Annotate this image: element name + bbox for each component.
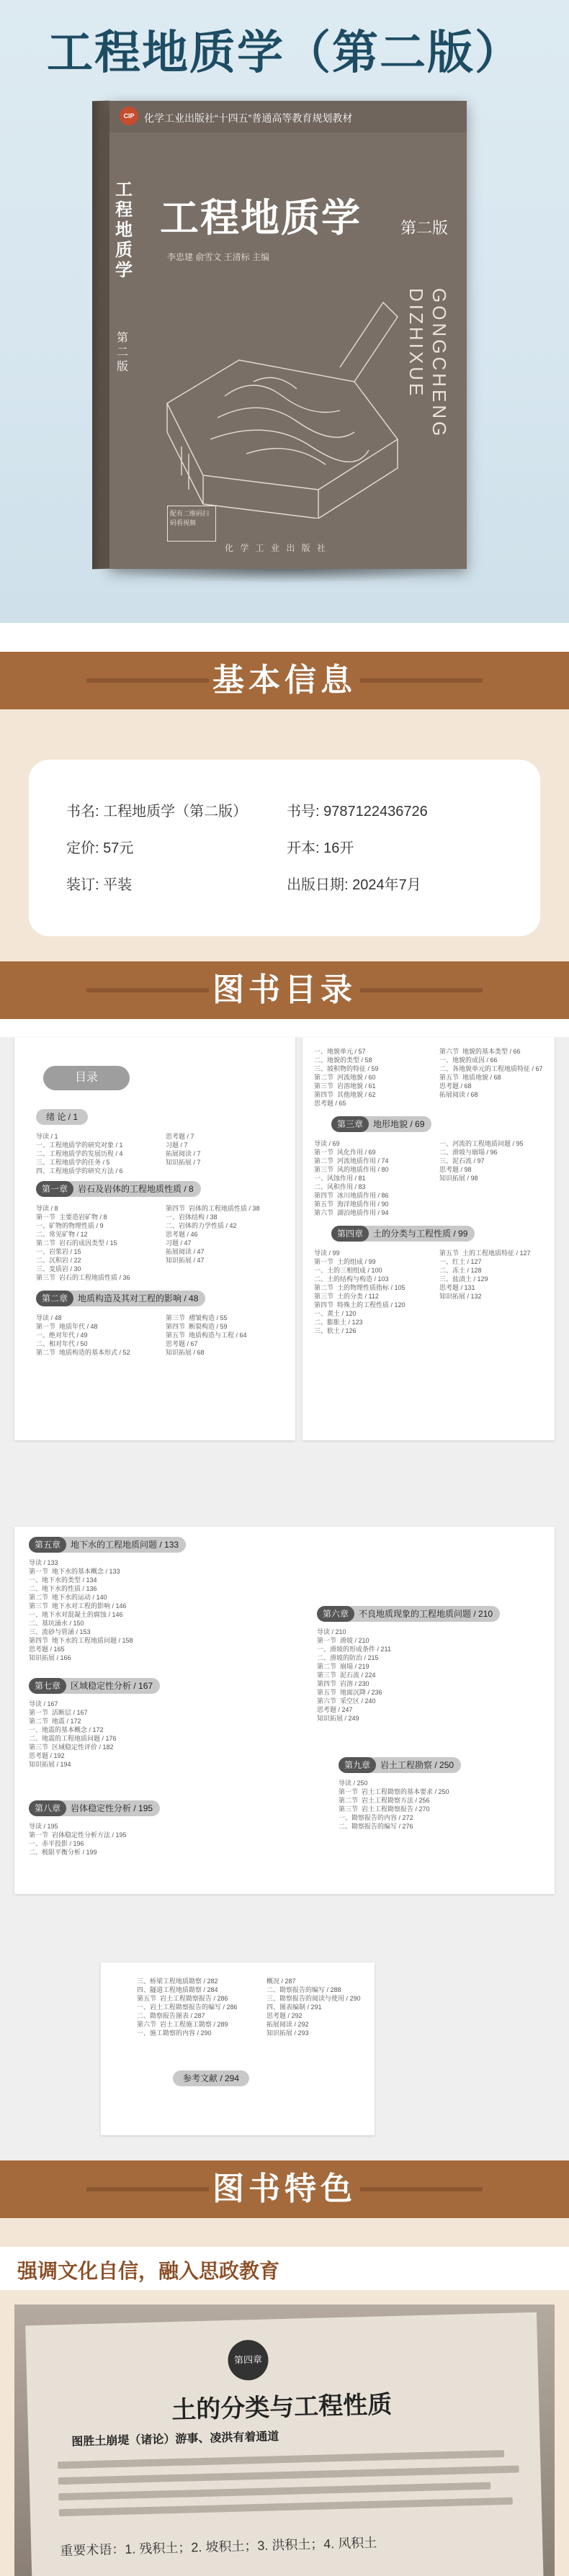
toc-page-2 [303, 1037, 555, 1440]
info-date: 出版日期: 2024年7月 [287, 877, 421, 893]
toc-chapter-6[interactable]: 第六章 不良地质现象的工程地质问题 / 210 [317, 1606, 500, 1622]
basic-info-heading: 基本信息 [212, 663, 357, 698]
hero-section [0, 0, 569, 623]
toc-heading: 图书目录 [212, 972, 357, 1007]
toc-chapter-9[interactable]: 第九章 岩土工程勘察 / 250 [339, 1757, 461, 1773]
toc-ch1-left: 导读 / 8 第一节 主要造岩矿物 / 8 一、矿物的物理性质 / 9 二、常见矿物 / 12 第二节 岩石的成因类型 / 15 一、岩浆岩 / 15 二、沉积岩 / 22 三、变质岩 / 30 第三节 岩石的工程地质性质 / 36 [36, 1205, 130, 1281]
terrain-illustration [138, 274, 412, 519]
info-title: 书名: 工程地质学（第二版） [66, 804, 248, 820]
toc-intro-right: 思考题 / 7 习题 / 7 拓展阅读 / 7 知识拓展 / 7 [166, 1133, 201, 1166]
toc-ch8: 导读 / 195 第一节 岩体稳定性分析方法 / 195 一、赤平投影 / 196 二、极限平衡分析 / 199 [29, 1823, 127, 1856]
feature-banner [0, 2247, 569, 2290]
toc-chapter-5[interactable]: 第五章 地下水的工程地质问题 / 133 [29, 1537, 186, 1553]
toc-ch9: 导读 / 250 第一节 岩土工程勘察的基本要求 / 250 第二节 岩土工程勘察方法 / 256 第三节 岩土工程勘察报告 / 270 一、勘察报告的内容 / 272 二、勘察报告的编写 / 276 [339, 1780, 449, 1830]
feature-chapter-title: 土的分类与工程性质 [171, 2391, 393, 2425]
toc-ch7: 导读 / 167 第一节 活断层 / 167 第二节 地震 / 172 一、地震的基本概念 / 172 二、地震的工程地质问题 / 176 第三节 区域稳定性评价 / 182 思考题 / 192 知识拓展 / 194 [29, 1700, 117, 1768]
basic-info-header [0, 652, 569, 709]
cover-qr-badge: 配有二维码扫码看视频 [167, 506, 216, 542]
book-spine [92, 101, 109, 570]
features-header [0, 2160, 569, 2218]
feature-chapter-badge: 第四章 [228, 2340, 269, 2381]
feature-subheading: 图胜土崩堤（诸论）游事、凌洪有着通道 [71, 2431, 279, 2449]
toc-chapter-3[interactable]: 第三章 地形地貌 / 69 [331, 1116, 431, 1132]
toc-ch4-left: 导读 / 99 第一节 土的组成 / 99 一、土的三相组成 / 100 二、土的结构与构造 / 103 第二节 土的物理性质指标 / 105 第三节 土的分类 / 112 第四节 特殊土的工程性质 / 120 一、黄土 / 120 二、膨胀土 / 123 三、软土 / 126 [314, 1249, 406, 1334]
features-heading: 图书特色 [212, 2171, 357, 2207]
toc-chapter-2[interactable]: 第二章 地质构造及其对工程的影响 / 48 [36, 1291, 205, 1306]
hero-title: 工程地质学（第二版） [47, 27, 522, 78]
toc-ch5: 导读 / 133 第一节 地下水的基本概念 / 133 一、地下水的类型 / 134 二、地下水的性质 / 136 第二节 地下水的运动 / 140 第三节 地下水对工程的影响 / 146 一、地下水对混凝土的腐蚀 / 146 二、基坑涌水 / 150 三、流砂与管涌 / 153 第四节 地下水的工程地质问题 / 158 思考题 / 165 知识拓展 / 166 [29, 1559, 133, 1661]
toc-intro[interactable]: 绪 论 / 1 [36, 1109, 88, 1125]
feature-banner-text: 强调文化自信，融入思政教育 [17, 2260, 280, 2282]
toc-ch3-left: 导读 / 69 第一节 风化作用 / 69 第二节 河流地质作用 / 74 第三节 风的地质作用 / 80 一、风蚀作用 / 81 二、风积作用 / 83 第四节 冰川地质作用 / 86 第五节 海洋地质作用 / 90 第六节 湖泊地质作用 / 94 [314, 1140, 389, 1216]
toc-ch2-right: 第三节 褶皱构造 / 55 第四节 断裂构造 / 59 第五节 地质构造与工程 / 64 思考题 / 67 知识拓展 / 68 [166, 1314, 247, 1356]
toc-header [0, 961, 569, 1019]
toc-chapter-1[interactable]: 第一章 岩石及岩体的工程地质性质 / 8 [36, 1181, 201, 1197]
cover-pinyin-2: DIZHIXUE [406, 288, 427, 399]
toc-page-1 [14, 1037, 295, 1440]
cover-main-title: 工程地质学 [160, 197, 362, 240]
toc-ch4-right: 第五节 土的工程地质特征 / 127 一、红土 / 127 二、冻土 / 128 三、盐渍土 / 129 思考题 / 131 知识拓展 / 132 [439, 1249, 531, 1300]
info-isbn: 书号: 9787122436726 [287, 804, 428, 820]
feature-body-text: 重要术语：1. 残积土；2. 坡积土；3. 洪积土；4. 风积土 [60, 2535, 377, 2559]
toc-ch3-right: 一、河流的工程地质问题 / 95 二、滑坡与崩塌 / 96 三、泥石流 / 97 思考题 / 98 知识拓展 / 98 [439, 1140, 524, 1182]
info-card [29, 760, 540, 936]
publisher-logo-icon: CIP [120, 107, 138, 125]
toc-chapter-4[interactable]: 第四章 土的分类与工程性质 / 99 [331, 1226, 475, 1242]
cover-vertical-edition: 第 二 版 [117, 332, 129, 373]
toc-references[interactable]: 参考文献 / 294 [173, 2070, 249, 2086]
cover-publisher: 化 学 工 业 出 版 社 [225, 543, 328, 553]
feature-photo [14, 2305, 555, 2576]
toc-chapter-7[interactable]: 第七章 区域稳定性分析 / 167 [29, 1678, 160, 1694]
cover-vertical-title: 工 程 地 质 学 [115, 180, 133, 280]
cover-authors: 李忠建 俞雪文 王清标 主编 [167, 252, 270, 262]
toc-ch6: 导读 / 210 第一节 滑坡 / 210 一、滑坡的形成条件 / 211 二、滑坡的防治 / 215 第二节 崩塌 / 219 第三节 泥石流 / 224 第四节 岩溶 / 230 第五节 地面沉降 / 236 第六节 采空区 / 240 思考题 / 247 知识拓展 / 249 [317, 1628, 391, 1722]
toc-p2-b: 第六节 地貌的基本类型 / 66 一、地貌的成因 / 66 二、各地貌单元的工程地质特征 / 67 第五节 地质地貌 / 68 思考题 / 68 拓展阅读 / 68 [439, 1048, 543, 1098]
book-cover[interactable] [109, 101, 467, 569]
toc-p4-left: 三、桥梁工程地质勘察 / 282 四、隧道工程地质勘察 / 284 第五节 岩土工程勘察报告 / 286 一、岩土工程勘察报告的编写 / 286 二、勘察报告图表 / 287 第六节 岩土工程施工勘察 / 289 一、施工勘察的内容 / 290 [137, 1978, 238, 2037]
toc-intro-left: 导读 / 1 一、工程地质学的研究对象 / 1 二、工程地质学的发展历程 / 4 三、工程地质学的任务 / 5 四、工程地质学的研究方法 / 6 [36, 1133, 123, 1175]
info-format: 开本: 16开 [287, 840, 354, 856]
toc-chapter-8[interactable]: 第八章 岩体稳定性分析 / 195 [29, 1800, 160, 1816]
info-binding: 装订: 平装 [66, 877, 133, 893]
feature-page-photo [25, 2312, 544, 2576]
toc-ch1-right: 第四节 岩体的工程地质性质 / 38 一、岩体结构 / 38 二、岩体的力学性质 / 42 思考题 / 46 习题 / 47 拓展阅读 / 47 知识拓展 / 47 [166, 1205, 260, 1264]
cover-edition: 第二版 [400, 219, 448, 237]
cover-header-band [109, 101, 467, 133]
toc-page-3 [14, 1527, 555, 1894]
info-price: 定价: 57元 [66, 840, 134, 856]
toc-p2-a: 一、地貌单元 / 57 二、地貌的类型 / 58 三、坡积物的特征 / 59 第二节 河流地貌 / 60 第三节 岩溶地貌 / 61 第四节 其他地貌 / 62 思考题 / 65 [314, 1048, 379, 1107]
toc-p4-right: 概况 / 287 二、勘察报告的编写 / 288 三、勘察报告的阅读与使用 / 290 四、图表编制 / 291 思考题 / 292 拓展阅读 / 292 知识拓展 / 293 [266, 1978, 361, 2037]
toc-tab: 目录 [43, 1066, 130, 1090]
cover-series-text: 化学工业出版社“十四五”普通高等教育规划教材 [144, 112, 353, 124]
cover-pinyin-1: GONGCHENG [429, 288, 450, 439]
toc-page-4 [101, 1962, 375, 2135]
toc-ch2-left: 导读 / 48 第一节 地质年代 / 48 一、绝对年代 / 49 二、相对年代 / 50 第二节 地质构造的基本形式 / 52 [36, 1314, 130, 1356]
